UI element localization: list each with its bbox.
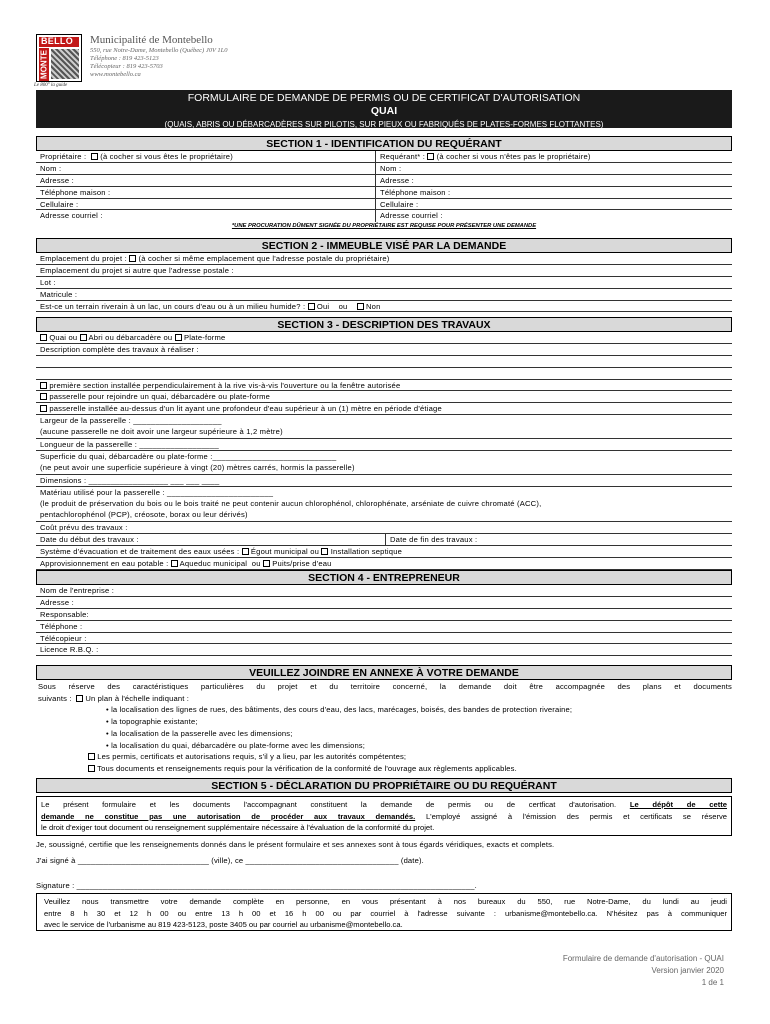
section4-title: SECTION 4 - ENTREPRENEUR — [36, 570, 732, 585]
bullet-icon: • — [106, 740, 109, 750]
municipality-logo: BELLO MONTE — [36, 34, 82, 82]
disclaimer-box: Le présent formulaire et les documents l'accompagnant constituent la demande de permis ou de certficat d'autorisation. Le dépôt de cette demande ne constitue pas une autorisation de procéder aux travaux demandés. L'employé assigné à l'émission des permis et certificats se réserve le droit d'exiger tout document ou renseignement supplémentaire nécessaire à l'évaluation de la conformité du projet. — [36, 796, 732, 836]
owner-checkbox[interactable] — [91, 153, 98, 160]
section2-table: Emplacement du projet : (à cocher si même emplacement que l'adresse postale du propriétaire) Emplacement du projet si autre que l'adresse postale : Lot : Matricule : Est-ce un terrain riverain à un lac, un cours d'eau ou à un milieu humide? : Oui ou Non — [36, 253, 732, 312]
plateforme-checkbox[interactable] — [175, 334, 182, 341]
requester-phone-field[interactable]: Téléphone maison : — [380, 187, 451, 197]
footbridge-width-note: (aucune passerelle ne doit avoir une largeur supérieure à 1,2 mètre) — [40, 427, 283, 437]
footer-page-number: 1 de 1 — [701, 978, 724, 987]
requester-checkbox[interactable] — [427, 153, 434, 160]
letterhead — [36, 34, 336, 86]
aqueduct-checkbox[interactable] — [171, 560, 178, 567]
owner-cell-field[interactable]: Cellulaire : — [36, 199, 376, 210]
elevated-footbridge-checkbox[interactable] — [40, 405, 47, 412]
first-section-checkbox[interactable] — [40, 382, 47, 389]
footbridge-length-field[interactable]: Longueur de la passerelle : __________________ — [36, 439, 732, 451]
project-location-field[interactable]: Emplacement du projet si autre que l'adresse postale : — [36, 265, 732, 277]
abri-checkbox[interactable] — [80, 334, 87, 341]
lot-field[interactable]: Lot : — [36, 277, 732, 289]
description-field[interactable]: Description complète des travaux à réaliser : — [36, 344, 732, 356]
company-address-field[interactable]: Adresse : — [36, 597, 732, 609]
requester-email-field[interactable]: Adresse courriel : — [380, 211, 443, 221]
owner-name-field[interactable]: Nom : — [36, 163, 376, 174]
matricule-field[interactable]: Matricule : — [36, 289, 732, 301]
company-manager-field[interactable]: Responsable: — [36, 609, 732, 621]
riverside-yes-checkbox[interactable] — [308, 303, 315, 310]
bullet-icon: • — [106, 705, 109, 715]
municipality-address: 550, rue Notre-Dame, Montebello (Québec) J0V 1L0 Téléphone : 819 423-5123 Télécopieur : 819 423-5703 www.montebello.ca — [90, 47, 228, 78]
owner-address-field[interactable]: Adresse : — [36, 175, 376, 186]
rbq-license-field[interactable]: Licence R.B.Q. : — [36, 644, 732, 656]
cost-field[interactable]: Coût prévu des travaux : — [36, 522, 732, 534]
form-scope: (QUAIS, ABRIS OU DÉBARCADÈRES SUR PILOTIS, SUR PIEUX OU FABRIQUÉS DE PLATES-FORMES FLOTTANTES) — [164, 120, 604, 129]
annex-title: VEUILLEZ JOINDRE EN ANNEXE À VOTRE DEMANDE — [36, 665, 732, 680]
requester-name-field[interactable]: Nom : — [380, 163, 402, 173]
signature-field[interactable]: Signature : ___________________________________________________________________________________________. — [36, 881, 477, 890]
proxy-note: *UNE PROCURATION DÛMENT SIGNÉE DU PROPRIÉTAIRE EST REQUISE POUR PRÉSENTER UNE DEMANDE — [231, 223, 537, 229]
logo-tagline: Le 800° la guide — [34, 83, 68, 88]
material-note: (le produit de préservation du bois ou le bois traité ne peut contenir aucun chlorophénol, chlorophénate, arséniate de cuivre chromaté (ACC), pentachlorophénol (PCP), créosote, borax ou leur dérivés) — [40, 498, 542, 519]
declaration-text: Je, soussigné, certifie que les renseignements donnés dans le présent formulaire et ses annexes sont à tous égards véridiques, exacts et complets. — [36, 840, 555, 849]
bullet-icon: • — [106, 728, 109, 738]
owner-email-field[interactable]: Adresse courriel : — [36, 210, 376, 222]
section4-table — [36, 585, 732, 656]
description-blank-2[interactable] — [36, 368, 732, 380]
riverside-no-checkbox[interactable] — [357, 303, 364, 310]
material-field[interactable]: Matériau utilisé pour la passerelle : ________________________ — [40, 487, 274, 497]
dimensions-field[interactable]: Dimensions : __________________ ___ ___ ____ — [36, 475, 732, 487]
footer-form-name: Formulaire de demande d'autorisation - QUAI — [562, 954, 724, 963]
form-title: FORMULAIRE DE DEMANDE DE PERMIS OU DE CERTIFICAT D'AUTORISATION — [187, 92, 581, 104]
description-blank-1[interactable] — [36, 356, 732, 368]
page-footer — [563, 953, 724, 989]
footbridge-width-field[interactable]: Largeur de la passerelle : ____________________ — [40, 416, 222, 426]
sewer-checkbox[interactable] — [242, 548, 249, 555]
plan-checkbox[interactable] — [76, 695, 83, 702]
company-fax-field[interactable]: Télécopieur : — [36, 633, 732, 645]
permits-checkbox[interactable] — [88, 753, 95, 760]
start-date-field[interactable]: Date du début des travaux : — [36, 534, 386, 545]
section2-title: SECTION 2 - IMMEUBLE VISÉ PAR LA DEMANDE — [36, 238, 732, 253]
annex-body: Sous réserve des caractéristiques particulières du projet et du territoire concerné, la demande doit être accompagnée des plans et documents suivants : Un plan à l'échelle indiquant : • la localisation des lignes de rues, des bâtiments, des cours d'eau, des lacs, marécages, boisés, des bandes de protection riveraine; • la topographie existante; • la localisation de la passerelle avec les dimensions; • la localisation du quai, débarcadère ou plate-forme avec les dimensions; Les permis, certificats et autorisations requis, s'il y a lieu, par les autorités compétentes; Tous documents et renseignements requis pour la vérification de la conformité de l'ouvrage aux règlements applicables. — [38, 682, 732, 773]
section1-table: Propriétaire : (à cocher si vous êtes le propriétaire) Requérant* : (à cocher si vous n'êtes pas le propriétaire) Nom : Nom : Adresse : Adresse : Téléphone maison : Téléphone maison : Cellulaire : Cellulaire : Adresse courriel : Adresse courriel : — [36, 151, 732, 222]
section1-title: SECTION 1 - IDENTIFICATION DU REQUÉRANT — [36, 136, 732, 151]
bullet-icon: • — [106, 717, 109, 727]
form-title-band — [36, 90, 732, 128]
well-checkbox[interactable] — [263, 560, 270, 567]
surface-area-field[interactable]: Superficie du quai, débarcadère ou plate-forme :____________________________ — [40, 451, 337, 461]
submission-box: Veuillez nous transmettre votre demande complète en personne, en vous présentant à nos bureaux du 550, rue Notre-Dame, du lundi au jeudi entre 8 h 30 et 12 h 00 ou entre 13 h 00 et 16 h 00 ou par courriel à l'adresse suivante : urbanisme@montebello.ca. N'hésitez pas à communiquer avec le service de l'urbanisme au 819 423-5123, poste 3405 ou par courriel au urbanisme@montebello.ca. — [36, 893, 732, 931]
form-subtitle: QUAI — [370, 105, 398, 117]
footbridge-checkbox[interactable] — [40, 393, 47, 400]
documents-checkbox[interactable] — [88, 765, 95, 772]
section3-table: Quai ou Abri ou débarcadère ou Plate-forme Description complète des travaux à réaliser : première section installée perpendiculairement à la rive vis-à-vis l'ouverture ou la fenêtre autorisée passerelle pour rejoindre un quai, débarcadère ou plate-forme passerelle installée au-dessus d'un lit ayant une profondeur d'eau supérieur à un (1) mètre en période d'étiage Largeur de la passerelle : ____________________ (aucune passerelle ne doit avoir une largeur supérieure à 1,2 mètre) Longueur de la passerelle : __________________ Superficie du quai, débarcadère ou plate-forme :____________________________ (ne peut avoir une superficie supérieure à vingt (20) mètres carrés, hormis la passerelle) Dimensions : __________________ ___ ___ ____ Matériau utilisé pour la passerelle : ________________________ (le produit de préservation du bois ou le bois traité ne peut contenir aucun chlorophénol, chlorophénate, arséniate de cuivre chromaté (ACC), pentachlorophénol (PCP), créosote, borax ou leur dérivés) Coût prévu des travaux : Date du début des travaux : Date de fin des travaux : Système d'évacuation et de traitement des eaux usées : Égout municipal ou Installation septique Approvisionnement en eau potable : Aqueduc municipal ou Puits/prise d'eau — [36, 332, 732, 570]
municipality-name: Municipalité de Montebello — [90, 34, 213, 46]
quai-checkbox[interactable] — [40, 334, 47, 341]
section5-title: SECTION 5 - DÉCLARATION DU PROPRIÉTAIRE OU DU REQUÉRANT — [36, 778, 732, 793]
company-phone-field[interactable]: Téléphone : — [36, 621, 732, 633]
surface-area-note: (ne peut avoir une superficie supérieure à vingt (20) mètres carrés, hormis la passerelle) — [40, 462, 355, 472]
owner-phone-field[interactable]: Téléphone maison : — [36, 187, 376, 198]
same-address-checkbox[interactable] — [129, 255, 136, 262]
footer-version: Version janvier 2020 — [651, 966, 724, 975]
requester-cell-field[interactable]: Cellulaire : — [380, 199, 419, 209]
end-date-field[interactable]: Date de fin des travaux : — [390, 535, 478, 545]
requester-address-field[interactable]: Adresse : — [380, 175, 414, 185]
signed-at-field[interactable]: J'ai signé à ______________________________ (ville), ce ___________________________________ (date). — [36, 856, 424, 865]
septic-checkbox[interactable] — [321, 548, 328, 555]
company-name-field[interactable]: Nom de l'entreprise : — [36, 585, 732, 597]
section3-title: SECTION 3 - DESCRIPTION DES TRAVAUX — [36, 317, 732, 332]
